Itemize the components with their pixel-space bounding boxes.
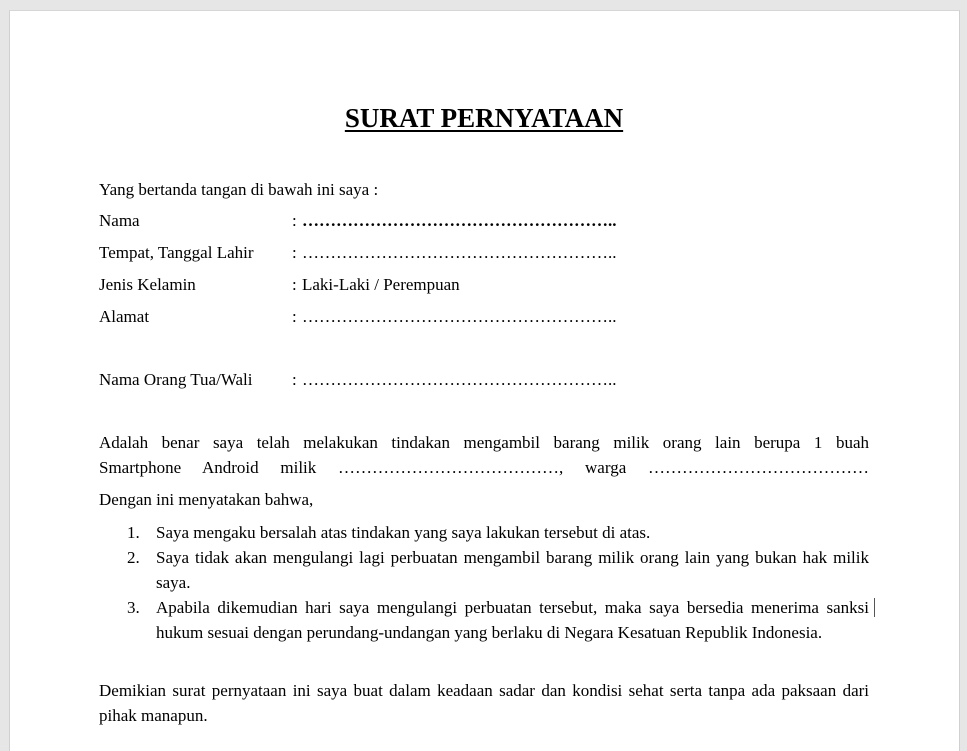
list-item	[99, 545, 869, 595]
text-cursor	[874, 598, 875, 617]
field-label: Jenis Kelamin	[99, 275, 196, 294]
document-page	[9, 10, 960, 751]
field-value: ………………………………………………..	[302, 370, 617, 389]
list-item-text: Apabila dikemudian hari saya mengulangi perbuatan tersebut, maka saya bersedia menerima sanksi hukum sesuai dengan perundang-undangan yang berlaku di Negara Kesatuan Republik Indonesia.	[156, 598, 869, 642]
list-number: 1.	[127, 523, 140, 542]
list-item-text: Saya tidak akan mengulangi lagi perbuatan mengambil barang milik orang lain yang bukan hak milik saya.	[156, 548, 869, 592]
field-separator: :	[292, 370, 297, 389]
field-label: Tempat, Tanggal Lahir	[99, 243, 254, 262]
field-separator: :	[292, 211, 297, 230]
declaration-list	[99, 520, 869, 645]
statement-line-1: Adalah benar saya telah melakukan tindakan mengambil barang milik orang lain berupa 1 buah	[99, 433, 869, 452]
field-nama	[99, 208, 869, 233]
field-nama-orang-tua-wali	[99, 367, 869, 392]
closing-paragraph: Demikian surat pernyataan ini saya buat dalam keadaan sadar dan kondisi sehat serta tanpa ada paksaan dari pihak manapun.	[99, 681, 869, 725]
field-value: ………………………………………………..	[302, 243, 617, 262]
field-tempat-tanggal-lahir	[99, 240, 869, 265]
list-number: 3.	[127, 598, 140, 617]
field-separator: :	[292, 243, 297, 262]
field-jenis-kelamin	[99, 272, 869, 297]
intro-text: Yang bertanda tangan di bawah ini saya :	[99, 180, 379, 199]
statement-line-2: Smartphone Android milik …………………………………, warga …………………………………	[99, 458, 869, 477]
field-value: ………………………………………………..	[302, 307, 617, 326]
field-label: Nama Orang Tua/Wali	[99, 370, 253, 389]
list-number: 2.	[127, 548, 140, 567]
list-item	[99, 595, 869, 645]
field-value: ………………………………………………..	[302, 211, 617, 230]
field-value: Laki-Laki / Perempuan	[302, 275, 460, 294]
list-item	[99, 520, 869, 545]
field-label: Nama	[99, 211, 140, 230]
field-alamat	[99, 304, 869, 329]
field-separator: :	[292, 275, 297, 294]
document-title: SURAT PERNYATAAN	[344, 103, 624, 133]
list-item-text: Saya mengaku bersalah atas tindakan yang saya lakukan tersebut di atas.	[156, 523, 651, 542]
declaration-intro: Dengan ini menyatakan bahwa,	[99, 490, 314, 509]
field-label: Alamat	[99, 307, 150, 326]
field-separator: :	[292, 307, 297, 326]
